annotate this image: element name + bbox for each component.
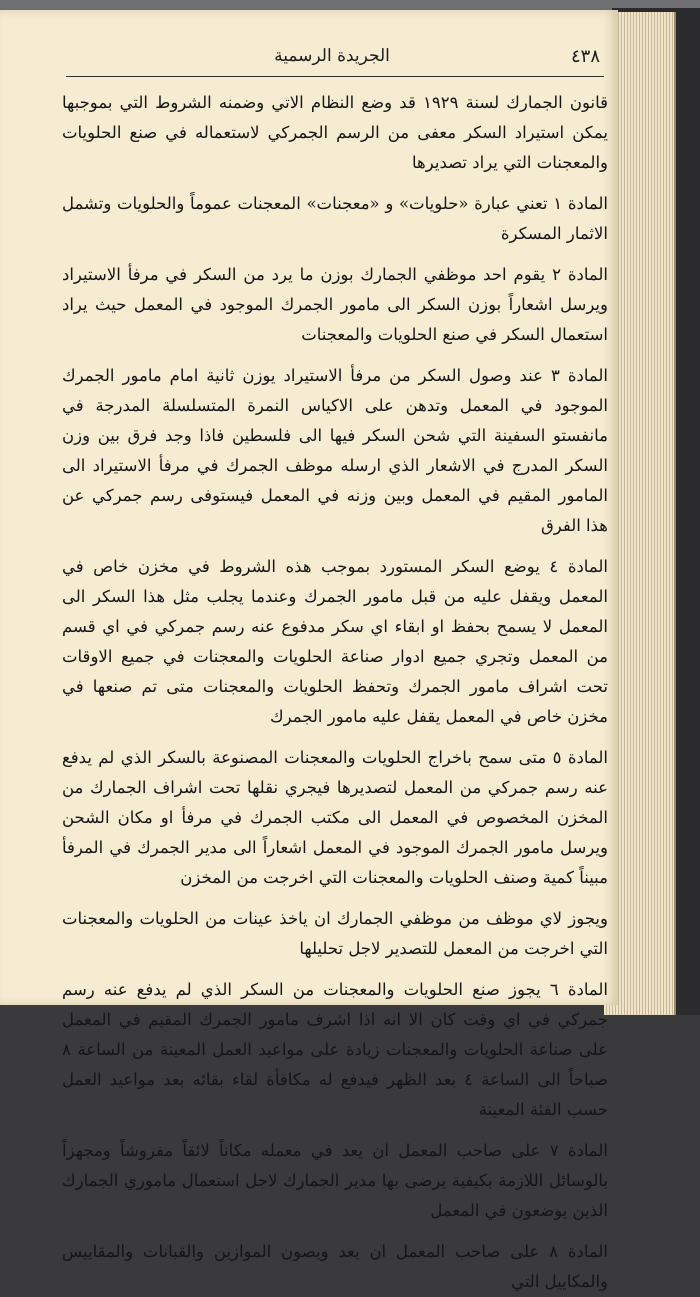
paragraph-intro: قانون الجمارك لسنة ١٩٢٩ قد وضع النظام الاتي وضمنه الشروط التي بموجبها يمكن استيراد السكر معفى من الرسم الجمركي لاستعماله في صنع الحلويات والمعجنات التي يراد تصديرها bbox=[62, 93, 608, 172]
paragraph-article-5-cont: ويجوز لاي موظف من موظفي الجمارك ان ياخذ عينات من الحلويات والمعجنات التي اخرجت من المعمل للتصدير لاجل تحليلها bbox=[62, 909, 608, 958]
paragraph-article-4: المادة ٤ يوضع السكر المستورد بموجب هذه الشروط في مخزن خاص في المعمل ويقفل عليه من قبل مامور الجمرك وعندما يجلب مثل هذا السكر الى المعمل لا يسمح بحفظ او ابقاء اي سكر مدفوع عنه رسم جمركي في اي قسم من المعمل وتجري جميع ادوار صناعة الحلويات والمعجنات في جميع الاوقات تحت اشراف مامور الجمرك وتحفظ الحلويات والمعجنات متى تم صنعها في مخزن خاص في المعمل يقفل عليه مامور الجمرك bbox=[62, 557, 608, 726]
paragraph-article-5: المادة ٥ متى سمح باخراج الحلويات والمعجنات المصنوعة بالسكر الذي لم يدفع عنه رسم جمركي من المعمل لتصديرها فيجري نقلها تحت اشراف الجمارك من المخزن المخصوص في المعمل الى مكتب الجمرك في مرفأ او مكان الشحن ويرسل مامور الجمرك الموجود في المعمل اشعاراً الى مدير الجمرك في المرفأ مبيناً كمية وصنف الحلويات والمعجنات التي اخرجت من المخزن bbox=[62, 748, 609, 887]
paragraph-article-6: المادة ٦ يجوز صنع الحلويات والمعجنات من السكر الذي لم يدفع عنه رسم جمركي في اي وقت كان الا انه اذا اشرف مامور الجمرك المقيم في المعمل على صناعة الحلويات والمعجنات زيادة على مواعيد العمل المعينة من الساعة ٨ صباحاً الى الساعة ٤ بعد الظهر فيدفع له مكافأة لقاء بقائه بعد مواعيد العمل حسب الفئة المعينة bbox=[62, 980, 608, 1119]
running-title: الجريدة الرسمية bbox=[274, 46, 390, 66]
body-text bbox=[62, 88, 608, 1297]
page-header bbox=[72, 46, 600, 72]
header-rule bbox=[66, 76, 604, 77]
paragraph-article-2: المادة ٢ يقوم احد موظفي الجمارك بوزن ما يرد من السكر في مرفأ الاستيراد ويرسل اشعاراً بوزن السكر الى مامور الجمرك الموجود في المعمل حيث يراد استعمال السكر في صنع الحلويات والمعجنات bbox=[62, 265, 609, 344]
paragraph-article-3: المادة ٣ عند وصول السكر من مرفأ الاستيراد يوزن ثانية امام مامور الجمرك الموجود في المعمل وتدهن على الاكياس النمرة المتسلسلة المدرجة في مانفستو السفينة التي شحن السكر فيها الى فلسطين فاذا وجد فرق بين وزن السكر المدرج في الاشعار الذي ارسله موظف الجمرك في مرفأ الاستيراد الى المامور المقيم في المعمل وبين وزنه في المعمل فيستوفى رسم جمركي عن هذا الفرق bbox=[62, 366, 608, 535]
page-number: ٤٣٨ bbox=[570, 46, 600, 67]
paragraph-article-7: المادة ٧ على صاحب المعمل ان يعد في معمله مكاناً لائقاً مفروشاً ومجهزاً بالوسائل اللازمة بكيفية يرضى بها مدير الجمارك لاجل استعمال ماموري الجمارك الذين يوضعون في المعمل bbox=[62, 1141, 609, 1220]
document-page bbox=[0, 10, 618, 1291]
paragraph-article-1: المادة ١ تعني عبارة «حلويات» و «معجنات» المعجنات عموماً والحلويات وتشمل الاثمار المسكرة bbox=[62, 194, 609, 243]
paragraph-article-8: المادة ٨ على صاحب المعمل ان يعد ويصون الموازين والقبانات والمقاييس والمكاييل التي bbox=[62, 1242, 609, 1291]
